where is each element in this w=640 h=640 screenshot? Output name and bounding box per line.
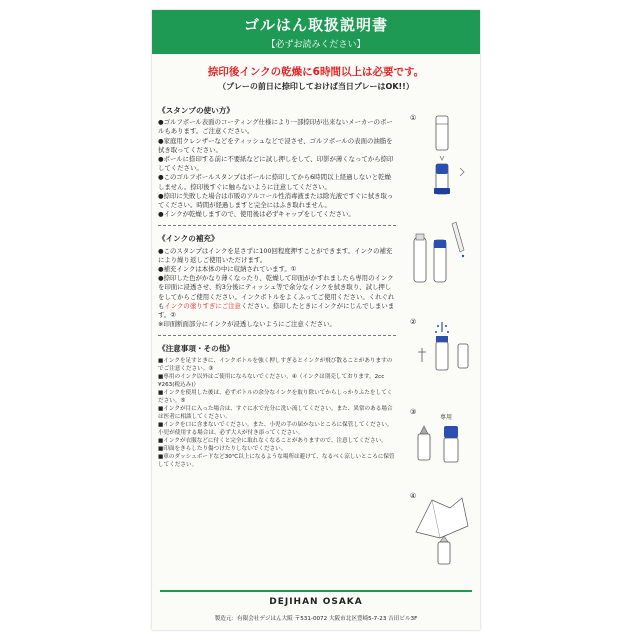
drying-warning-note: （プレーの前日に捺印しておけば当日プレーはOK!!） — [218, 82, 414, 91]
usage-item: ●ゴルフボール表面のコーティング仕様により一部捺印が出来ないメーカーのボールもあります。ご注意ください。 — [158, 118, 393, 136]
note-item: ■インクを足すときに、インクボトルを強く押しすぎるとインクが飛び散ることがありますのでご注意ください。③ — [158, 357, 393, 372]
step-number: ② — [410, 318, 417, 326]
note-item: ■インクを使用した後は、必ずボトルの余分なインクを取り除いてからしっかりふたをしてください。⑤ — [158, 389, 393, 404]
figure-step-2 — [410, 318, 474, 382]
figure-ink-tube — [410, 216, 474, 300]
note-item: ■インクを口に含まないでください。また、小児の手の届かないところに保管してください。小児が使用する場合は、必ず大人が付き添ってください。 — [158, 421, 393, 436]
instructions-column — [158, 106, 396, 469]
ink-refill-illustration — [410, 216, 474, 296]
refill-item: ※印面断面部分にインクが浸透しないようにご注意ください。 — [158, 320, 336, 329]
refill-caution-text: インクの塗りすぎにご注意 — [164, 301, 241, 310]
drying-warning: 捺印後インクの乾燥に6時間以上は必要です。 — [207, 66, 425, 78]
figure-step-3 — [410, 408, 474, 482]
section-divider — [158, 335, 396, 336]
usage-item: ●捺印に失敗した場合は市販のアルコール性消毒液または除光液ですぐに拭き取ってください。時間が経過しますと完全にはふき取れません。 — [158, 191, 394, 210]
footer-divider — [160, 590, 472, 592]
document-title: ゴルはん取扱説明書 — [243, 16, 388, 34]
section-divider — [158, 225, 396, 226]
step-number: ④ — [410, 492, 417, 500]
note-item: ■印面をきらしたり傷つけたりしないでください。 — [158, 445, 287, 452]
figure-step-4 — [410, 492, 474, 576]
refill-section-title: 《インクの補充》 — [158, 234, 219, 244]
notes-section-title: 《注意事項・その他》 — [158, 344, 234, 354]
manufacturer-info: 製造元：有限会社デジはん大阪 〒531-0072 大阪市北区豊崎5-7-23 吉田ビル3F — [214, 616, 418, 622]
note-item: ■専用のインク以外はご使用にならないでください。④（インクは別売しております。2cc ¥263(税込み)） — [158, 373, 385, 388]
usage-item: ●家庭用クレンザーなどをティッシュなどで浸させ、ゴルフボールの表面の油脂を拭き取ってください。 — [158, 136, 393, 154]
refill-text: ください。捺印したときにインクがにじんでしまいます。② — [158, 301, 395, 320]
note-item: ■インクが衣服などに付くと完全に取れなくなることがありますので、注意してください。 — [158, 437, 387, 444]
wipe-bottle-illustration — [410, 492, 474, 572]
stamp-open-illustration — [410, 112, 474, 208]
refill-text: ●捺印した色がかなり薄くなったり、乾燥して印面がかすれましたら専用のインクを印面に浸透させ、約3分後にティッシュ等で余分なインクを拭き取り、試し押しをしてからご使用ください。インクボトルをよくふってご使用ください。くれぐれも — [158, 274, 395, 310]
note-item: ■車のダッシュボードなど30℃以上になるような場所は避けて、なるべく涼しいところに保管してください。 — [158, 453, 395, 468]
refill-item: ●補充インクは本体の中に収納されています。① — [158, 265, 297, 274]
usage-item: ●インクが乾燥しますので、使用後は必ずキャップをしてください。 — [158, 210, 355, 219]
ink-drop-illustration — [410, 318, 474, 378]
instruction-card — [152, 10, 480, 630]
brand-name: DEJIHAN OSAKA — [269, 597, 363, 607]
dedicated-label: 専用 — [440, 414, 453, 421]
document-subtitle: 【必ずお読みください】 — [266, 40, 366, 50]
usage-item: ●ボールに捺印する前に不要紙などに試し押しをして、印影が薄くなってから捺印してください。 — [158, 155, 394, 173]
step-number: ③ — [410, 408, 417, 416]
usage-section-title: 《スタンプの使い方》 — [158, 106, 234, 115]
refill-item — [158, 274, 396, 320]
usage-item: ●このゴルフボールスタンプはボールに捺印してから6時間以上経過しないと乾燥しません。捺印後すぐに触らないように注意してください。 — [158, 173, 391, 191]
header-banner — [152, 10, 480, 54]
figure-step-1 — [410, 112, 474, 212]
note-item: ■インクが目に入った場合は、すぐに水で充分に洗い流してください。また、異常のある場合は医者に相談してください。 — [158, 405, 393, 420]
step-number: ① — [410, 114, 417, 122]
refill-item: ●このスタンプはインクを足さずに100回程度押すことができます。インクの補充により繰り返しご使用いただけます。 — [158, 246, 393, 264]
